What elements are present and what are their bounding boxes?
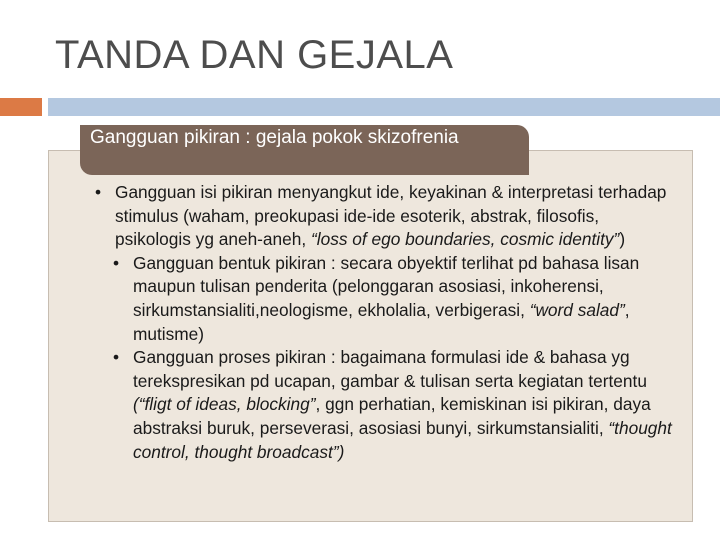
bullet-text: Gangguan isi pikiran menyangkut ide, keyakinan & interpretasi terhadap stimulus (waham, preokupasi ide-ide esoterik, abstrak, filosofis, psikologis yg aneh-aneh, “loss of ego boundaries, cosmic identity”) — [115, 182, 667, 250]
bullet-list — [95, 181, 675, 464]
bullet-marker: • — [113, 252, 120, 273]
section-header: Gangguan pikiran : gejala pokok skizofrenia — [80, 125, 529, 175]
bullet-item-isi-pikiran — [95, 181, 675, 252]
slide-title: TANDA DAN GEJALA — [55, 33, 454, 77]
bullet-item-proses-pikiran — [113, 346, 675, 464]
bullet-item-bentuk-pikiran — [113, 252, 675, 346]
bullet-marker: • — [95, 182, 102, 202]
bullet-text: Gangguan proses pikiran : bagaimana formulasi ide & bahasa yg terekspresikan pd ucapan, gambar & tulisan serta kegiatan tertentu (“fligt of ideas, blocking”, ggn perhatian, kemiskinan isi pikiran, daya abstraksi buruk, perseverasi, asosiasi bunyi, sirkumstansialiti, “thought control, thought broadcast”) — [133, 347, 672, 462]
bullet-marker: • — [113, 347, 120, 368]
accent-bar-orange — [0, 98, 42, 116]
bullet-text: Gangguan bentuk pikiran : secara obyektif terlihat pd bahasa lisan maupun tulisan penderita (pelonggaran asosiasi, inkoherensi, sirkumstansialiti,neologisme, ekholalia, verbigerasi, “word salad”, mutisme) — [133, 252, 640, 344]
accent-bar-blue — [48, 98, 720, 116]
